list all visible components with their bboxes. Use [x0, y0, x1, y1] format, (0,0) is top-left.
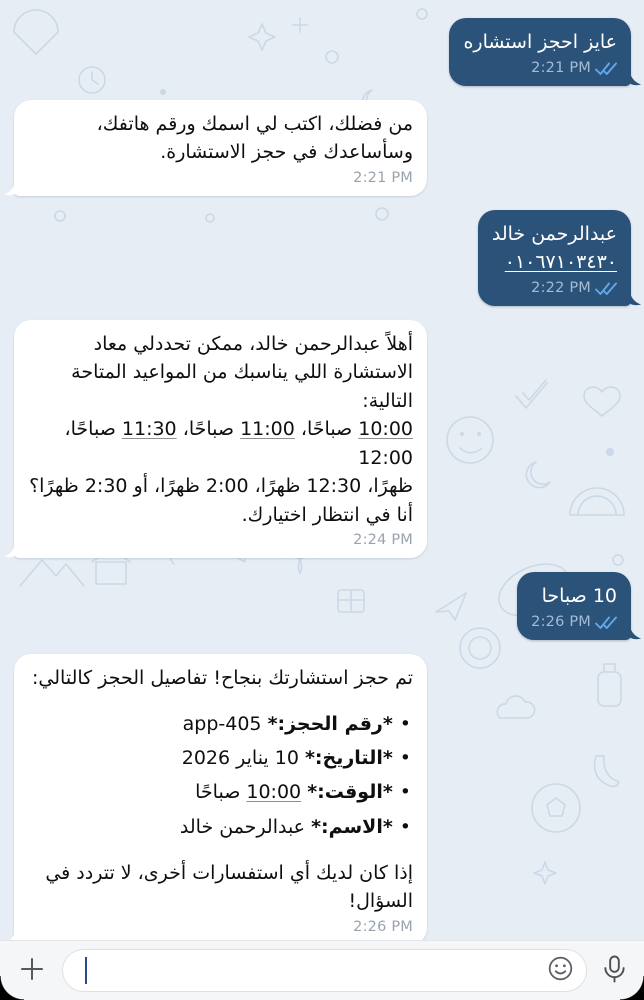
bullet-dot: •	[399, 815, 411, 838]
time-link[interactable]: 10:00	[358, 418, 413, 440]
incoming-message-bubble[interactable]	[14, 320, 427, 559]
text-run: عبدالرحمن خالد	[491, 222, 617, 245]
message-text	[28, 664, 413, 693]
text-run: 10 يناير 2026	[181, 747, 305, 770]
bubble-tail	[4, 541, 16, 558]
emoji-button[interactable]	[547, 955, 574, 986]
text-run: ظهرًا، 12:30 ظهرًا، 2:00 ظهرًا، أو 2:30 ظهرًا؟	[29, 475, 413, 497]
text-run: app-405	[182, 713, 268, 735]
outgoing-message-bubble[interactable]	[478, 210, 631, 306]
message-time: 2:22 PM	[531, 279, 591, 296]
message-text	[28, 110, 413, 167]
message-meta	[28, 530, 413, 552]
text-run: الاستشارة اللي يناسبك من المواعيد المتاحة التالية:	[71, 361, 413, 412]
text-caret	[85, 957, 87, 984]
message-time: 2:24 PM	[353, 532, 413, 549]
message-row	[14, 572, 631, 640]
bullet-item	[28, 810, 411, 844]
text-run: إذا كان لديك أي استفسارات أخرى، لا تتردد في	[45, 861, 413, 884]
text-run: أهلاً عبدالرحمن خالد، ممكن تحددلي معاد	[93, 332, 413, 355]
message-text	[28, 330, 413, 530]
bubble-tail	[629, 289, 641, 306]
text-run: *الاسم:*	[311, 815, 393, 838]
booking-details-list	[28, 707, 411, 844]
text-run: عايز احجز استشاره	[463, 31, 617, 53]
message-row	[14, 100, 631, 196]
bullet-dot: •	[399, 713, 411, 735]
text-run: أنا في انتظار اختيارك.	[241, 503, 413, 526]
smiley-emoji-icon	[547, 955, 574, 986]
message-row	[14, 210, 631, 306]
message-row	[14, 18, 631, 86]
bubble-tail	[629, 623, 641, 640]
message-text	[531, 582, 617, 611]
bullet-item	[28, 741, 411, 775]
text-run: السؤال!	[348, 890, 413, 913]
text-run: صباحًا،	[294, 418, 359, 440]
bubble-tail	[4, 928, 16, 940]
outgoing-message-bubble[interactable]	[449, 18, 631, 86]
text-run: صباحًا،	[176, 418, 241, 440]
text-run: *الوقت:*	[307, 781, 393, 804]
composer-bar	[0, 940, 644, 1000]
text-run: 10 صباحا	[541, 585, 617, 607]
phone-number-link[interactable]: ٠١٠٦٧١٠٣٤٣٠	[504, 251, 617, 273]
message-time: 2:26 PM	[353, 918, 413, 935]
screen-corner-bottom-right	[620, 976, 644, 1000]
bubble-tail	[629, 69, 641, 86]
time-link[interactable]: 11:00	[240, 418, 295, 440]
message-text	[492, 220, 617, 277]
message-time: 2:26 PM	[531, 613, 591, 630]
message-meta	[28, 917, 413, 939]
message-text	[463, 28, 617, 57]
outgoing-message-bubble[interactable]	[517, 572, 631, 640]
time-link[interactable]: 11:30	[121, 418, 177, 440]
bullet-item	[28, 707, 411, 741]
text-run: وسأساعدك في حجز الاستشارة.	[160, 141, 413, 163]
incoming-message-bubble[interactable]	[14, 654, 427, 941]
message-input[interactable]	[62, 949, 587, 992]
text-run: عبدالرحمن خالد	[179, 815, 312, 838]
double-check-read-icon	[595, 282, 617, 295]
text-run: من فضلك، اكتب لي اسمك ورقم هاتفك،	[96, 112, 413, 135]
text-run: صباحًا	[195, 781, 247, 804]
bubble-tail	[4, 179, 16, 196]
message-meta	[28, 168, 413, 190]
text-run: تم حجز استشارتك بنجاح! تفاصيل الحجز كالتالي:	[32, 666, 413, 689]
message-meta	[492, 278, 617, 300]
incoming-message-bubble[interactable]	[14, 100, 427, 196]
message-time: 2:21 PM	[353, 169, 413, 186]
message-meta	[531, 612, 617, 634]
text-run: صباحًا، 12:00	[64, 418, 413, 469]
bullet-dot: •	[399, 781, 411, 804]
message-meta	[463, 58, 617, 80]
double-check-read-icon	[595, 62, 617, 75]
double-check-read-icon	[595, 616, 617, 629]
message-row	[14, 654, 631, 941]
bullet-dot: •	[399, 747, 411, 770]
text-run: *التاريخ:*	[305, 747, 393, 770]
message-time: 2:21 PM	[531, 59, 591, 76]
screen-corner-bottom-left	[0, 976, 24, 1000]
time-link[interactable]: 10:00	[246, 781, 302, 804]
bullet-item	[28, 775, 411, 809]
message-row	[14, 320, 631, 559]
text-run: *رقم الحجز:*	[267, 713, 393, 735]
message-text	[28, 859, 413, 916]
